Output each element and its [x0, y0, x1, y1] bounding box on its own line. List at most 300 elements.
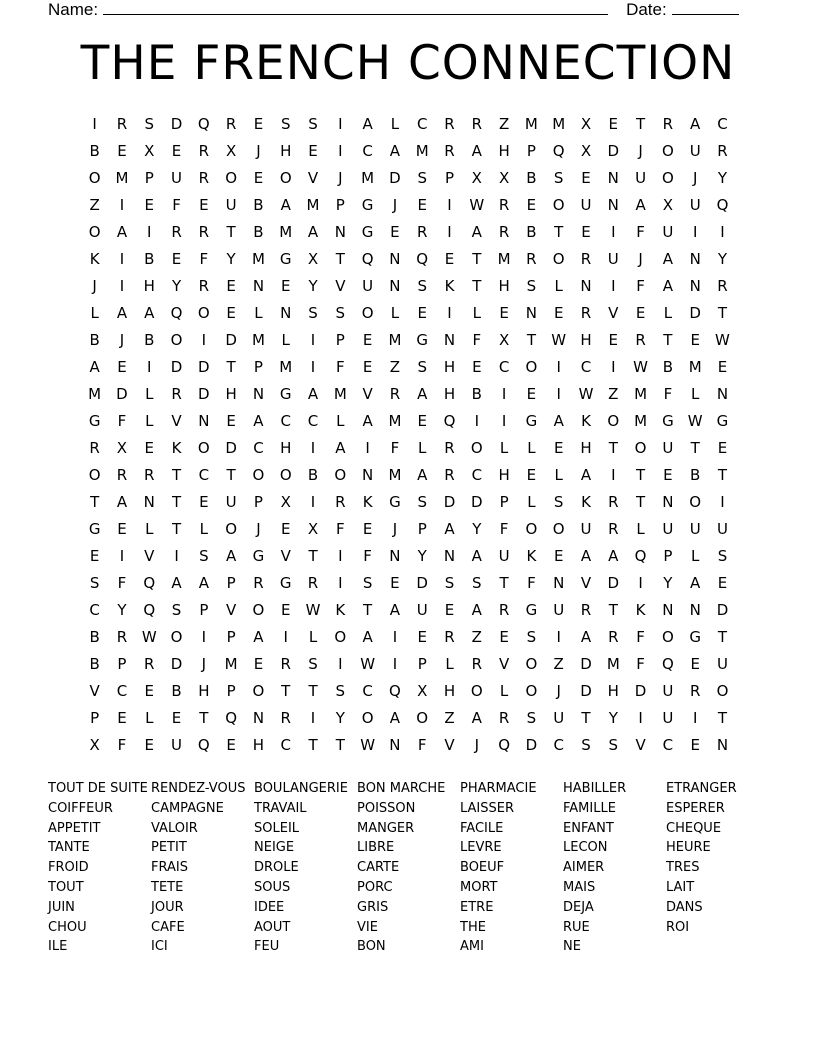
grid-letter[interactable]: R — [471, 655, 483, 673]
grid-letter[interactable]: B — [89, 628, 100, 646]
grid-letter[interactable]: N — [389, 547, 401, 565]
grid-letter[interactable]: V — [89, 682, 100, 700]
grid-letter[interactable]: V — [280, 547, 291, 565]
grid-letter[interactable]: N — [143, 493, 155, 511]
grid-letter[interactable]: I — [556, 385, 561, 403]
grid-letter[interactable]: K — [362, 493, 373, 511]
grid-letter[interactable]: I — [338, 115, 343, 133]
grid-letter[interactable]: R — [635, 331, 646, 349]
grid-letter[interactable]: A — [389, 142, 401, 160]
grid-letter[interactable]: Z — [471, 628, 482, 646]
grid-letter[interactable]: I — [119, 250, 125, 268]
grid-letter[interactable]: I — [365, 439, 370, 457]
grid-letter[interactable]: Q — [716, 196, 729, 214]
grid-letter[interactable]: X — [225, 142, 237, 160]
grid-letter[interactable]: T — [281, 682, 291, 700]
grid-letter[interactable]: U — [362, 277, 374, 295]
grid-letter[interactable]: Y — [226, 250, 236, 268]
grid-letter[interactable]: O — [225, 169, 238, 187]
grid-letter[interactable]: J — [638, 142, 643, 160]
grid-letter[interactable]: G — [279, 574, 292, 592]
grid-letter[interactable]: E — [117, 520, 127, 538]
grid-letter[interactable]: W — [469, 196, 485, 214]
grid-letter[interactable]: T — [171, 520, 182, 538]
grid-letter[interactable]: M — [361, 169, 375, 187]
grid-letter[interactable]: P — [499, 493, 509, 511]
grid-letter[interactable]: O — [88, 466, 101, 484]
grid-letter[interactable]: T — [717, 304, 728, 322]
grid-letter[interactable]: E — [144, 736, 154, 754]
grid-letter[interactable]: U — [662, 439, 674, 457]
grid-letter[interactable]: T — [636, 493, 646, 511]
grid-letter[interactable]: S — [144, 115, 154, 133]
grid-letter[interactable]: Q — [634, 547, 647, 565]
grid-letter[interactable]: R — [307, 574, 319, 592]
grid-letter[interactable]: L — [663, 304, 673, 322]
grid-letter[interactable]: O — [252, 682, 265, 700]
grid-letter[interactable]: M — [415, 142, 429, 160]
grid-letter[interactable]: R — [198, 277, 210, 295]
grid-letter[interactable]: R — [444, 439, 455, 457]
grid-letter[interactable]: K — [581, 493, 591, 511]
grid-letter[interactable]: T — [472, 277, 482, 295]
grid-letter[interactable]: A — [580, 466, 592, 484]
grid-letter[interactable]: B — [144, 331, 155, 349]
grid-letter[interactable]: Q — [143, 601, 156, 619]
grid-letter[interactable]: N — [389, 250, 401, 268]
grid-letter[interactable]: R — [444, 628, 455, 646]
grid-letter[interactable]: Y — [472, 520, 482, 538]
grid-letter[interactable]: E — [690, 655, 700, 673]
grid-letter[interactable]: L — [691, 385, 700, 403]
grid-letter[interactable]: N — [252, 277, 265, 295]
grid-letter[interactable]: S — [526, 709, 537, 727]
grid-letter[interactable]: E — [499, 304, 509, 322]
grid-letter[interactable]: B — [171, 682, 182, 700]
grid-letter[interactable]: D — [580, 682, 592, 700]
grid-letter[interactable]: O — [170, 628, 183, 646]
grid-letter[interactable]: L — [390, 115, 400, 133]
grid-letter[interactable]: T — [308, 682, 318, 700]
grid-letter[interactable]: R — [580, 304, 592, 322]
grid-letter[interactable]: O — [334, 466, 347, 484]
grid-letter[interactable]: E — [117, 358, 127, 376]
grid-letter[interactable]: U — [553, 601, 565, 619]
grid-letter[interactable]: M — [634, 412, 648, 430]
grid-letter[interactable]: Q — [197, 115, 210, 133]
grid-letter[interactable]: R — [253, 574, 264, 592]
grid-letter[interactable]: T — [226, 358, 236, 376]
grid-letter[interactable]: A — [335, 439, 346, 457]
grid-letter[interactable]: R — [580, 601, 592, 619]
grid-letter[interactable]: T — [717, 709, 728, 727]
grid-letter[interactable]: O — [334, 628, 347, 646]
grid-letter[interactable]: I — [338, 547, 343, 565]
grid-letter[interactable]: N — [252, 385, 265, 403]
grid-letter[interactable]: S — [335, 682, 346, 700]
grid-letter[interactable]: X — [580, 142, 592, 160]
grid-letter[interactable]: R — [498, 223, 510, 241]
grid-letter[interactable]: B — [471, 385, 482, 403]
grid-letter[interactable]: R — [717, 277, 728, 295]
grid-letter[interactable]: D — [580, 655, 592, 673]
grid-letter[interactable]: D — [170, 358, 183, 376]
grid-letter[interactable]: G — [662, 412, 674, 430]
grid-letter[interactable]: D — [443, 493, 456, 511]
grid-letter[interactable]: N — [689, 601, 701, 619]
grid-letter[interactable]: E — [144, 682, 154, 700]
grid-letter[interactable]: A — [171, 574, 182, 592]
grid-letter[interactable]: R — [444, 466, 455, 484]
grid-letter[interactable]: F — [336, 520, 345, 538]
grid-letter[interactable]: X — [89, 736, 100, 754]
grid-letter[interactable]: R — [471, 115, 483, 133]
grid-letter[interactable]: O — [361, 304, 374, 322]
grid-letter[interactable]: M — [388, 466, 402, 484]
grid-letter[interactable]: E — [417, 412, 427, 430]
grid-letter[interactable]: T — [636, 115, 646, 133]
grid-letter[interactable]: F — [417, 736, 427, 754]
grid-letter[interactable]: S — [581, 736, 591, 754]
grid-letter[interactable]: N — [443, 547, 456, 565]
grid-letter[interactable]: N — [525, 304, 538, 322]
grid-letter[interactable]: O — [470, 439, 483, 457]
grid-letter[interactable]: W — [305, 601, 321, 619]
grid-letter[interactable]: L — [145, 709, 154, 727]
grid-letter[interactable]: Q — [170, 304, 183, 322]
grid-letter[interactable]: I — [283, 628, 288, 646]
grid-letter[interactable]: E — [499, 628, 509, 646]
grid-letter[interactable]: T — [308, 736, 318, 754]
grid-letter[interactable]: E — [417, 304, 427, 322]
grid-letter[interactable]: B — [307, 466, 319, 484]
grid-letter[interactable]: U — [171, 736, 183, 754]
grid-letter[interactable]: O — [552, 520, 565, 538]
grid-letter[interactable]: T — [335, 250, 345, 268]
grid-letter[interactable]: L — [418, 439, 427, 457]
grid-letter[interactable]: R — [335, 493, 346, 511]
grid-letter[interactable]: R — [89, 439, 100, 457]
grid-letter[interactable]: M — [497, 250, 511, 268]
grid-letter[interactable]: L — [199, 520, 209, 538]
grid-letter[interactable]: F — [117, 412, 127, 430]
grid-letter[interactable]: E — [526, 466, 537, 484]
grid-letter[interactable]: Z — [498, 115, 510, 133]
grid-letter[interactable]: K — [335, 601, 346, 619]
grid-letter[interactable]: D — [225, 331, 237, 349]
grid-letter[interactable]: E — [690, 736, 700, 754]
grid-letter[interactable]: F — [636, 277, 645, 295]
grid-letter[interactable]: S — [417, 169, 427, 187]
grid-letter[interactable]: Q — [661, 655, 674, 673]
grid-letter[interactable]: X — [417, 682, 428, 700]
grid-letter[interactable]: H — [607, 682, 619, 700]
grid-letter[interactable]: A — [608, 547, 619, 565]
grid-letter[interactable]: I — [201, 331, 207, 349]
grid-letter[interactable]: A — [580, 547, 592, 565]
grid-letter[interactable]: A — [471, 142, 482, 160]
grid-letter[interactable]: W — [687, 412, 703, 430]
grid-letter[interactable]: U — [662, 682, 674, 700]
grid-letter[interactable]: B — [253, 223, 264, 241]
grid-letter[interactable]: O — [361, 709, 374, 727]
grid-letter[interactable]: N — [607, 169, 619, 187]
grid-letter[interactable]: O — [716, 682, 729, 700]
grid-letter[interactable]: L — [636, 520, 645, 538]
grid-letter[interactable]: A — [389, 601, 401, 619]
grid-letter[interactable]: N — [362, 466, 374, 484]
grid-letter[interactable]: H — [252, 736, 265, 754]
grid-letter[interactable]: P — [226, 682, 236, 700]
grid-letter[interactable]: Q — [498, 736, 510, 754]
grid-letter[interactable]: B — [144, 250, 155, 268]
grid-letter[interactable]: L — [527, 439, 536, 457]
grid-letter[interactable]: A — [471, 223, 482, 241]
grid-letter[interactable]: D — [471, 493, 483, 511]
grid-letter[interactable]: M — [279, 223, 293, 241]
grid-letter[interactable]: O — [225, 520, 238, 538]
grid-letter[interactable]: F — [117, 574, 127, 592]
grid-letter[interactable]: L — [390, 304, 400, 322]
grid-letter[interactable]: L — [527, 493, 536, 511]
grid-letter[interactable]: U — [225, 493, 237, 511]
grid-letter[interactable]: K — [526, 547, 537, 565]
grid-letter[interactable]: I — [692, 223, 698, 241]
grid-letter[interactable]: V — [144, 547, 155, 565]
grid-letter[interactable]: U — [580, 520, 592, 538]
grid-letter[interactable]: A — [471, 547, 482, 565]
grid-letter[interactable]: N — [689, 250, 701, 268]
grid-letter[interactable]: P — [417, 655, 427, 673]
grid-letter[interactable]: N — [198, 412, 210, 430]
grid-letter[interactable]: F — [390, 439, 400, 457]
grid-letter[interactable]: O — [525, 358, 538, 376]
grid-letter[interactable]: S — [89, 574, 100, 592]
grid-letter[interactable]: R — [416, 223, 428, 241]
grid-letter[interactable]: N — [389, 736, 401, 754]
grid-letter[interactable]: Z — [89, 196, 100, 214]
grid-letter[interactable]: Y — [717, 250, 728, 268]
grid-letter[interactable]: G — [252, 547, 265, 565]
grid-letter[interactable]: H — [198, 682, 210, 700]
grid-letter[interactable]: R — [444, 142, 455, 160]
grid-letter[interactable]: R — [144, 655, 155, 673]
grid-letter[interactable]: E — [280, 520, 291, 538]
grid-letter[interactable]: S — [308, 304, 318, 322]
grid-letter[interactable]: Y — [608, 709, 618, 727]
grid-letter[interactable]: D — [607, 142, 620, 160]
grid-letter[interactable]: I — [338, 655, 343, 673]
grid-letter[interactable]: D — [170, 115, 183, 133]
grid-letter[interactable]: L — [281, 331, 290, 349]
grid-letter[interactable]: D — [634, 682, 647, 700]
grid-letter[interactable]: P — [144, 169, 154, 187]
grid-letter[interactable]: W — [360, 655, 376, 673]
grid-letter[interactable]: X — [307, 520, 319, 538]
grid-letter[interactable]: Z — [608, 385, 619, 403]
grid-letter[interactable]: L — [554, 277, 563, 295]
grid-letter[interactable]: W — [715, 331, 730, 349]
grid-letter[interactable]: M — [388, 412, 402, 430]
grid-letter[interactable]: U — [662, 520, 674, 538]
grid-letter[interactable]: A — [662, 250, 674, 268]
grid-letter[interactable]: Y — [308, 277, 318, 295]
grid-letter[interactable]: I — [174, 547, 179, 565]
grid-letter[interactable]: E — [663, 466, 673, 484]
grid-letter[interactable]: E — [308, 142, 318, 160]
grid-letter[interactable]: A — [198, 574, 209, 592]
grid-letter[interactable]: Q — [143, 574, 156, 592]
grid-letter[interactable]: R — [144, 466, 155, 484]
grid-letter[interactable]: I — [310, 439, 316, 457]
grid-letter[interactable]: E — [553, 439, 564, 457]
grid-letter[interactable]: E — [417, 196, 427, 214]
grid-letter[interactable]: L — [499, 682, 509, 700]
grid-letter[interactable]: E — [253, 115, 264, 133]
grid-letter[interactable]: S — [308, 655, 318, 673]
grid-letter[interactable]: N — [716, 736, 729, 754]
grid-letter[interactable]: A — [116, 223, 128, 241]
grid-letter[interactable]: R — [198, 142, 210, 160]
grid-letter[interactable]: G — [389, 493, 401, 511]
grid-letter[interactable]: A — [144, 304, 155, 322]
grid-letter[interactable]: A — [307, 385, 319, 403]
grid-letter[interactable]: J — [392, 196, 398, 214]
grid-letter[interactable]: S — [335, 304, 346, 322]
grid-letter[interactable]: I — [474, 412, 480, 430]
grid-letter[interactable]: C — [717, 115, 728, 133]
grid-letter[interactable]: U — [416, 601, 428, 619]
grid-letter[interactable]: A — [307, 223, 319, 241]
grid-letter[interactable]: B — [526, 223, 537, 241]
grid-letter[interactable]: I — [338, 574, 343, 592]
grid-letter[interactable]: A — [89, 358, 100, 376]
grid-letter[interactable]: E — [171, 250, 182, 268]
grid-letter[interactable]: Z — [389, 358, 401, 376]
grid-letter[interactable]: A — [116, 304, 128, 322]
grid-letter[interactable]: F — [363, 547, 372, 565]
grid-letter[interactable]: V — [307, 169, 319, 187]
grid-letter[interactable]: H — [443, 682, 456, 700]
grid-letter[interactable]: T — [608, 601, 618, 619]
grid-letter[interactable]: X — [116, 439, 128, 457]
grid-letter[interactable]: O — [525, 682, 538, 700]
grid-letter[interactable]: S — [199, 547, 209, 565]
grid-letter[interactable]: O — [661, 169, 674, 187]
grid-letter[interactable]: K — [171, 439, 182, 457]
grid-letter[interactable]: L — [336, 412, 345, 430]
grid-letter[interactable]: F — [636, 655, 645, 673]
grid-letter[interactable]: X — [662, 196, 674, 214]
grid-letter[interactable]: J — [474, 736, 480, 754]
grid-letter[interactable]: I — [611, 277, 616, 295]
grid-letter[interactable]: E — [717, 358, 728, 376]
grid-letter[interactable]: T — [308, 547, 318, 565]
grid-letter[interactable]: Y — [717, 169, 728, 187]
grid-letter[interactable]: E — [171, 142, 182, 160]
grid-letter[interactable]: J — [338, 169, 343, 187]
grid-letter[interactable]: J — [256, 520, 261, 538]
grid-letter[interactable]: S — [472, 574, 482, 592]
grid-letter[interactable]: W — [360, 736, 376, 754]
grid-letter[interactable]: A — [690, 574, 701, 592]
grid-letter[interactable]: A — [389, 709, 401, 727]
grid-letter[interactable]: D — [116, 385, 128, 403]
grid-letter[interactable]: I — [720, 223, 725, 241]
grid-letter[interactable]: D — [198, 385, 210, 403]
grid-letter[interactable]: E — [608, 331, 619, 349]
grid-letter[interactable]: I — [556, 358, 561, 376]
grid-letter[interactable]: V — [226, 601, 237, 619]
grid-letter[interactable]: C — [498, 358, 510, 376]
grid-letter[interactable]: P — [335, 196, 345, 214]
grid-letter[interactable]: E — [581, 223, 591, 241]
grid-letter[interactable]: O — [552, 196, 565, 214]
grid-letter[interactable]: I — [720, 493, 725, 511]
grid-letter[interactable]: H — [580, 331, 592, 349]
grid-letter[interactable]: Z — [444, 709, 455, 727]
grid-letter[interactable]: T — [199, 709, 209, 727]
grid-letter[interactable]: M — [552, 115, 566, 133]
grid-letter[interactable]: R — [171, 223, 182, 241]
grid-letter[interactable]: X — [498, 169, 510, 187]
grid-letter[interactable]: T — [690, 439, 700, 457]
grid-letter[interactable]: L — [445, 655, 454, 673]
grid-letter[interactable]: X — [471, 169, 482, 187]
grid-letter[interactable]: E — [362, 358, 373, 376]
grid-letter[interactable]: E — [417, 628, 427, 646]
grid-letter[interactable]: I — [501, 412, 507, 430]
grid-letter[interactable]: C — [662, 736, 674, 754]
grid-letter[interactable]: A — [690, 115, 701, 133]
grid-letter[interactable]: T — [526, 331, 536, 349]
grid-letter[interactable]: U — [716, 655, 728, 673]
grid-letter[interactable]: Q — [197, 736, 210, 754]
grid-letter[interactable]: X — [280, 493, 291, 511]
grid-letter[interactable]: N — [662, 601, 674, 619]
grid-letter[interactable]: A — [444, 520, 455, 538]
grid-letter[interactable]: F — [336, 358, 345, 376]
grid-letter[interactable]: E — [717, 439, 728, 457]
grid-letter[interactable]: Y — [663, 574, 673, 592]
grid-letter[interactable]: F — [663, 385, 673, 403]
grid-letter[interactable]: I — [611, 358, 616, 376]
grid-letter[interactable]: I — [392, 628, 398, 646]
grid-letter[interactable]: I — [447, 196, 452, 214]
grid-letter[interactable]: U — [498, 547, 510, 565]
grid-letter[interactable]: E — [199, 196, 209, 214]
grid-letter[interactable]: U — [689, 142, 701, 160]
grid-letter[interactable]: B — [253, 196, 264, 214]
grid-letter[interactable]: X — [307, 250, 319, 268]
grid-letter[interactable]: X — [580, 115, 592, 133]
grid-letter[interactable]: D — [689, 304, 701, 322]
grid-letter[interactable]: G — [279, 385, 292, 403]
grid-letter[interactable]: M — [388, 331, 402, 349]
grid-letter[interactable]: F — [199, 250, 209, 268]
grid-letter[interactable]: A — [580, 628, 592, 646]
grid-letter[interactable]: Q — [225, 709, 238, 727]
grid-letter[interactable]: M — [251, 250, 265, 268]
grid-letter[interactable]: Q — [443, 412, 456, 430]
grid-letter[interactable]: G — [716, 412, 729, 430]
grid-letter[interactable]: C — [362, 682, 373, 700]
grid-letter[interactable]: V — [335, 277, 346, 295]
grid-letter[interactable]: I — [638, 574, 643, 592]
grid-letter[interactable]: T — [472, 250, 482, 268]
grid-letter[interactable]: O — [279, 169, 292, 187]
grid-letter[interactable]: O — [552, 250, 565, 268]
